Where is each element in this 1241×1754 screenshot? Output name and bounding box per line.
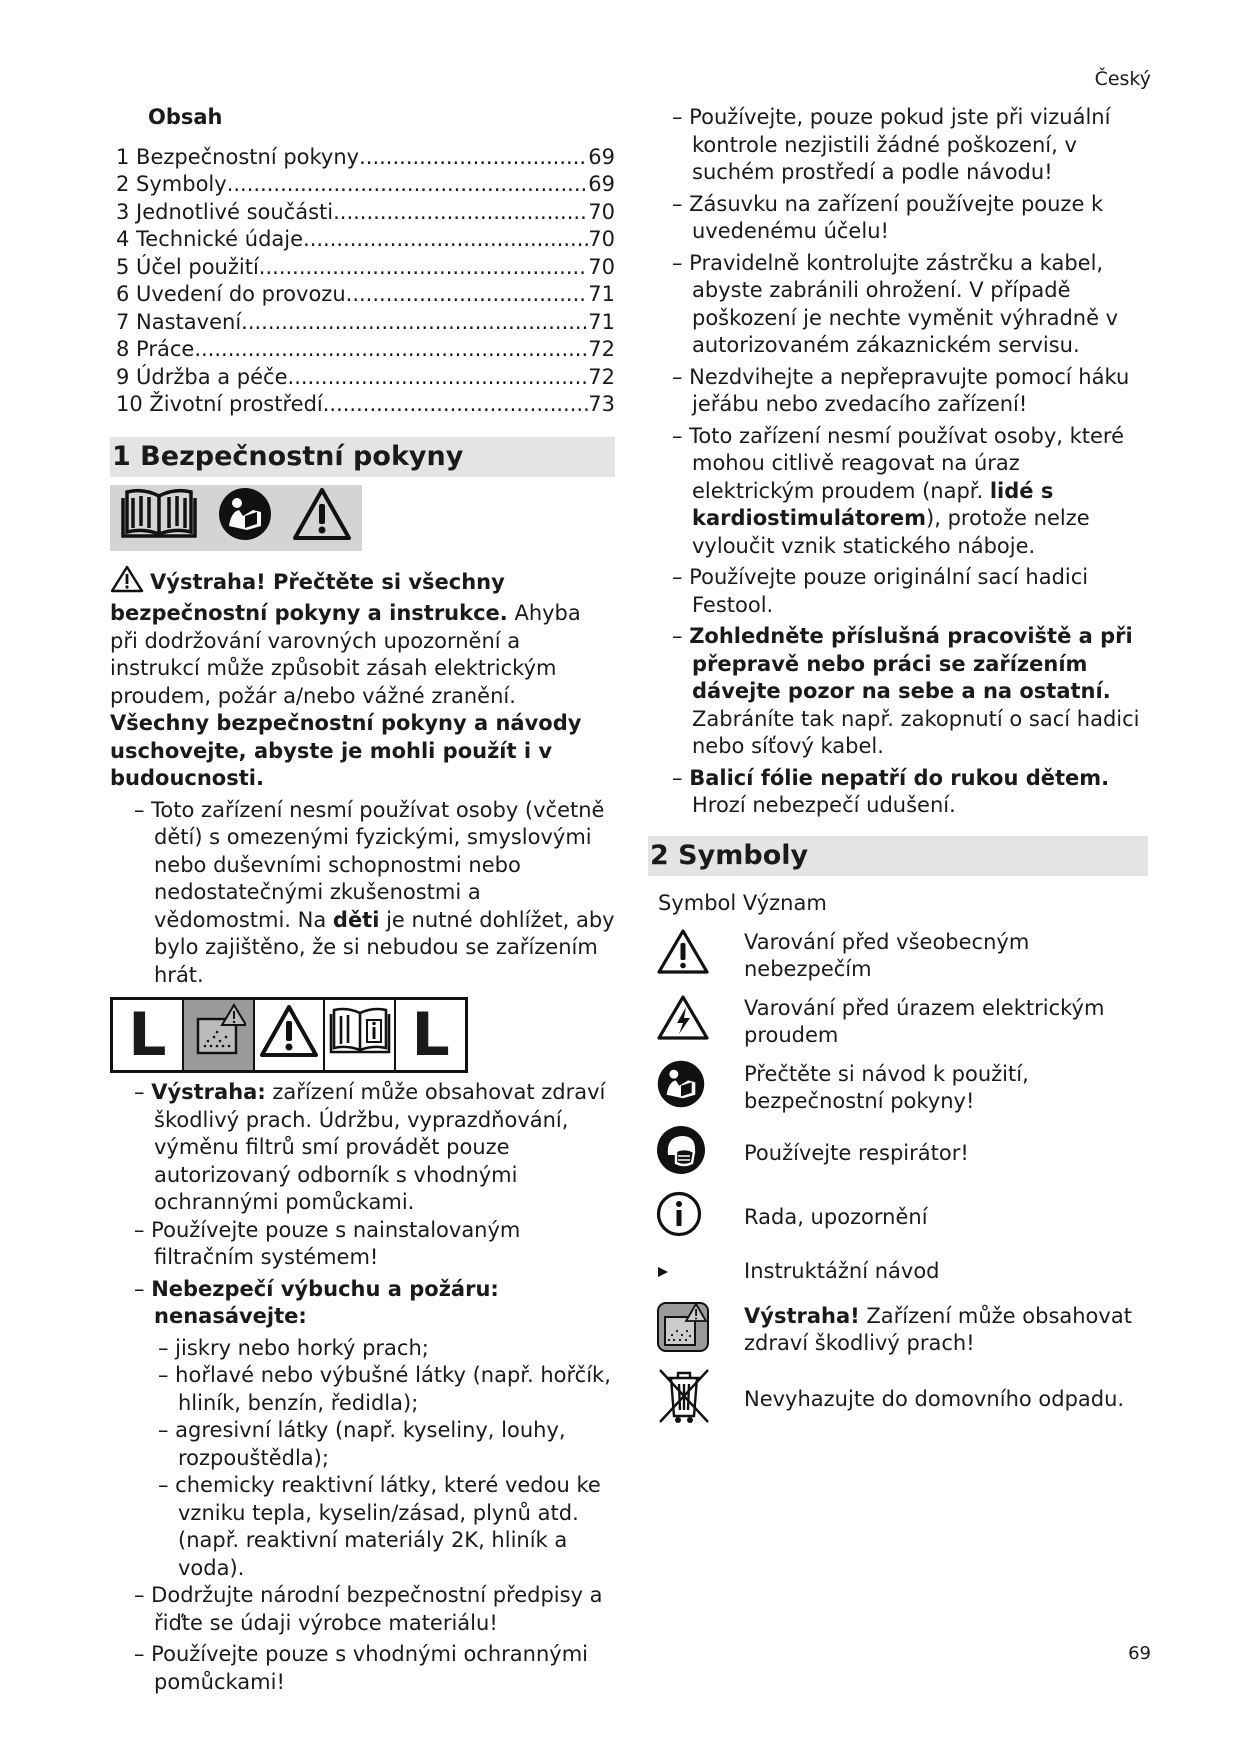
bullet-packaging-foil: – Balicí fólie nepatří do rukou dětem. xyxy=(672,765,1110,790)
respirator-icon xyxy=(656,1125,706,1183)
page-language: Český xyxy=(1094,68,1151,90)
symbol-row xyxy=(648,1365,1148,1435)
symbol-meaning: Rada, upozornění xyxy=(744,1205,928,1230)
symbol-row xyxy=(648,1055,1148,1121)
sub-item: – chemicky reaktivní látky, které vedou ke vzniku tepla, kyselin/zásad, plynů atd. (např. reaktivní materiály 2K, hliník a voda). xyxy=(158,1473,601,1580)
bullet-national-regulations: – Dodržujte národní bezpečnostní předpisy a řiďte se údaji výrobce materiálu! xyxy=(134,1583,603,1635)
sub-item: – jiskry nebo horký prach; xyxy=(158,1335,429,1360)
arrow-icon xyxy=(656,1258,670,1286)
toc-item: 1 Bezpečnostní pokyny ..... 69 xyxy=(116,144,615,172)
warning-triangle-icon xyxy=(291,486,353,550)
manual-book-icon xyxy=(119,486,199,550)
general-warning-icon xyxy=(656,928,710,984)
toc-item: 3 Jednotlivé součásti ..... 70 xyxy=(116,199,615,227)
bullet-filter-system: – Používejte pouze s nainstalovaným filtračním systémem! xyxy=(134,1217,521,1269)
symbol-row xyxy=(648,1121,1148,1187)
workplace-note: Zabráníte tak např. zakopnutí o sací hadici nebo síťový kabel. xyxy=(692,706,1140,758)
sub-item: – hořlavé nebo výbušné látky (např. hořčík, hliník, benzín, ředidla); xyxy=(158,1363,611,1415)
dust-class-letter: L xyxy=(128,1000,167,1070)
toc-item: 5 Účel použití ..... 70 xyxy=(116,254,615,282)
toc-item: 4 Technické údaje ..... 70 xyxy=(116,226,615,254)
crossed-bin-icon xyxy=(656,1366,712,1434)
bullet-socket: – Zásuvku na zařízení používejte pouze k uvedenému účelu! xyxy=(672,191,1104,243)
bullet-children: – Toto zařízení nesmí používat osoby (včetně dětí) s omezenými fyzickými, smyslovými nebo duševními schopnostmi nebo nedostatečnými zkušenostmi a vědomostmi. Na děti je nutné dohlížet, aby bylo zajištěno, že si nebudou se zařízením hrát. xyxy=(134,797,615,987)
toc-item: 6 Uvedení do provozu ..... 71 xyxy=(116,281,615,309)
symbol-meaning: Nevyhazujte do domovního odpadu. xyxy=(744,1387,1125,1412)
symbol-table xyxy=(648,923,1148,1435)
warning-triangle-icon xyxy=(258,1003,320,1067)
section-heading-safety: 1 Bezpečnostní pokyny xyxy=(110,437,615,477)
toc-item: 2 Symboly ..... 69 xyxy=(116,171,615,199)
info-manual-icon xyxy=(327,1006,393,1064)
safety-icon-strip xyxy=(110,485,362,551)
bullet-plug-cable: – Pravidelně kontrolujte zástrčku a kabel, abyste zabránili ohrožení. V případě poškození je nechte vyměnit výhradně v autorizovaném zákaznickém servisu. xyxy=(672,250,1119,357)
electric-shock-warning-icon xyxy=(656,994,710,1050)
toc-title: Obsah xyxy=(148,105,223,129)
toc-item: 8 Práce ..... 72 xyxy=(116,336,615,364)
warning-icon xyxy=(110,565,144,601)
symbol-meaning: Výstraha! Zařízení může obsahovat zdraví škodlivý prach! xyxy=(744,1303,1132,1355)
read-manual-icon xyxy=(656,1059,706,1117)
sub-item: – agresivní látky (např. kyseliny, louhy, rozpouštědla); xyxy=(158,1418,566,1470)
read-manual-icon xyxy=(217,486,273,550)
bullet-workplace: – Zohledněte příslušná pracoviště a při přepravě nebo práci se zařízením dávejte pozor na sebe a na ostatní. xyxy=(672,624,1133,703)
symbol-table-header: Symbol Význam xyxy=(658,890,827,915)
toc-item: 7 Nastavení ..... 71 xyxy=(116,309,615,337)
bullet-crane: – Nezdvihejte a nepřepravujte pomocí háku jeřábu nebo zvedacího zařízení! xyxy=(672,364,1130,416)
bullet-pacemaker: – Toto zařízení nesmí používat osoby, které mohou citlivě reagovat na úraz elektrickým proudem (např. lidé s kardiostimulátorem), protože nelze vyloučit vznik statického náboje. xyxy=(672,423,1125,558)
warning-paragraph: Výstraha! Přečtěte si všechny bezpečnostní pokyny a instrukce. Ahyba při dodržování varovných upozornění a instrukcí může způsobit zásah elektrickým proudem, požár a/nebo vážné zranění. xyxy=(110,565,615,711)
keep-instructions: Všechny bezpečnostní pokyny a návody uschovejte, abyste je mohli použít i v budoucnosti. xyxy=(110,711,582,790)
toc-item: 10 Životní prostředí ..... 73 xyxy=(116,391,615,419)
symbol-meaning: Používejte respirátor! xyxy=(744,1141,969,1166)
left-column xyxy=(110,104,615,1696)
symbol-row xyxy=(648,989,1148,1055)
symbol-meaning: Varování před všeobecným nebezpečím xyxy=(744,929,1030,981)
bullet-explosion: – Nebezpečí výbuchu a požáru: nenasávejte: xyxy=(134,1276,499,1328)
bullet-suction-hose: – Používejte pouze originální sací hadici Festool. xyxy=(672,565,1089,617)
toc-item: 9 Údržba a péče ..... 72 xyxy=(116,364,615,392)
symbol-row xyxy=(648,923,1148,989)
symbol-row xyxy=(648,1187,1148,1249)
bullet-visual-check: – Používejte, pouze pokud jste při vizuální kontrole nezjistili žádné poškození, v suchém prostředí a podle návodu! xyxy=(672,105,1111,184)
filter-class-strip xyxy=(110,997,468,1073)
bullet-protective-equipment: – Používejte pouze s vhodnými ochrannými pomůckami! xyxy=(134,1642,589,1694)
bullet-dust-warning: – Výstraha: zařízení může obsahovat zdraví škodlivý prach. Údržbu, vyprazdňování, výměnu filtrů smí provádět pouze autorizovaný odborník s vhodnými ochrannými pomůckami. xyxy=(134,1080,606,1214)
foil-note: Hrozí nebezpečí udušení. xyxy=(692,793,956,817)
symbol-row xyxy=(648,1249,1148,1295)
section-heading-symbols: 2 Symboly xyxy=(648,836,1148,876)
symbol-row xyxy=(648,1295,1148,1365)
info-icon xyxy=(656,1191,702,1245)
toc-list xyxy=(110,144,615,419)
symbol-meaning: Přečtěte si návod k použití, bezpečnostní pokyny! xyxy=(744,1061,1029,1113)
right-column xyxy=(648,104,1148,1435)
symbol-meaning: Varování před úrazem elektrickým proudem xyxy=(744,995,1105,1047)
dust-warning-icon xyxy=(656,1299,710,1361)
page-number: 69 xyxy=(1128,1643,1151,1664)
dust-class-letter: L xyxy=(411,1000,450,1070)
symbol-meaning: Instruktážní návod xyxy=(744,1259,940,1284)
dust-warning-icon xyxy=(190,1003,246,1067)
